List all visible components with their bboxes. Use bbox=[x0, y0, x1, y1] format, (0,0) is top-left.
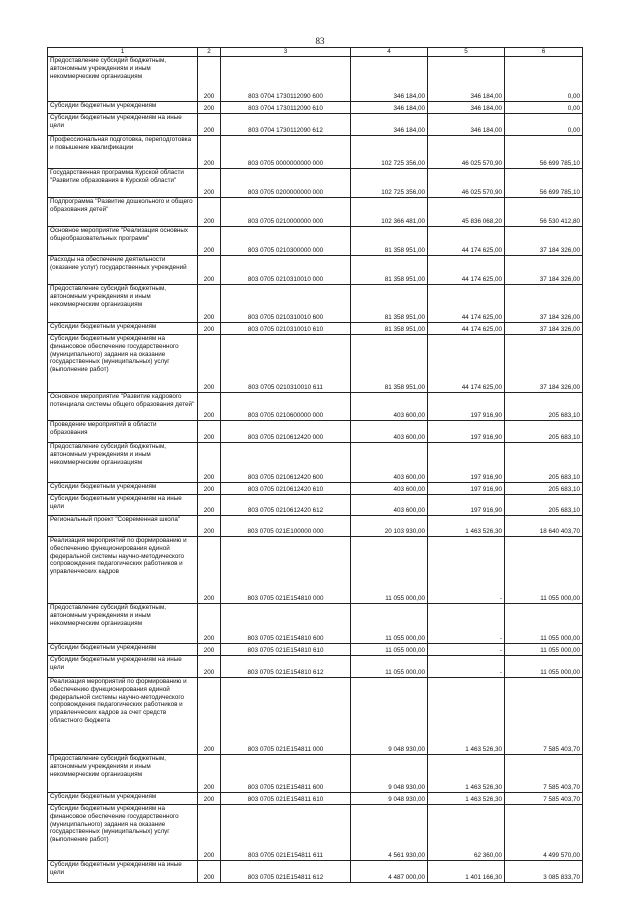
row-name-cell: Предоставление субсидий бюджетным, автономным учреждениям и иным некоммерческим организациям bbox=[48, 754, 198, 792]
row-amount-cell: 4 487 000,00 bbox=[351, 860, 428, 882]
table-row bbox=[48, 754, 583, 792]
table-row bbox=[48, 135, 583, 168]
row-admin-cell: 200 bbox=[198, 420, 221, 442]
row-amount-cell: 346 184,00 bbox=[351, 113, 428, 135]
row-amount-cell: 205 683,10 bbox=[505, 442, 583, 482]
row-amount-cell: 102 725 356,00 bbox=[351, 135, 428, 168]
row-amount-cell: 197 916,90 bbox=[428, 392, 505, 420]
row-name-cell: Предоставление субсидий бюджетным, автономным учреждениям и иным некоммерческим организациям bbox=[48, 442, 198, 482]
row-name-cell: Субсидии бюджетным учреждениям на финансовое обеспечение государственного (муниципального) задания на оказание государственных (муниципальных) услуг (выполнение работ) bbox=[48, 334, 198, 392]
row-name-cell: Проведение мероприятий в области образования bbox=[48, 420, 198, 442]
table-row bbox=[48, 536, 583, 603]
table-row bbox=[48, 56, 583, 101]
row-code-cell: 803 0704 1730112090 600 bbox=[221, 56, 351, 101]
table-row bbox=[48, 603, 583, 643]
table-row bbox=[48, 255, 583, 284]
row-amount-cell: 403 600,00 bbox=[351, 442, 428, 482]
row-name-cell: Субсидии бюджетным учреждениям на иные цели bbox=[48, 494, 198, 515]
row-admin-cell: 200 bbox=[198, 754, 221, 792]
row-amount-cell: 37 184 326,00 bbox=[505, 226, 583, 255]
row-amount-cell: 1 463 526,30 bbox=[428, 515, 505, 536]
row-amount-cell: 1 463 526,30 bbox=[428, 754, 505, 792]
column-header: 2 bbox=[198, 48, 221, 57]
row-name-cell: Основное мероприятие "Реализация основных общеобразовательных программ" bbox=[48, 226, 198, 255]
row-amount-cell: 403 600,00 bbox=[351, 494, 428, 515]
row-name-cell: Предоставление субсидий бюджетным, автономным учреждениям и иным некоммерческим организациям bbox=[48, 284, 198, 322]
row-amount-cell: 20 103 930,00 bbox=[351, 515, 428, 536]
row-code-cell: 803 0705 0200000000 000 bbox=[221, 168, 351, 197]
table-row bbox=[48, 643, 583, 655]
row-code-cell: 803 0705 0210000000 000 bbox=[221, 197, 351, 226]
row-amount-cell: 44 174 625,00 bbox=[428, 226, 505, 255]
row-amount-cell: 56 699 785,10 bbox=[505, 168, 583, 197]
row-amount-cell: 346 184,00 bbox=[351, 101, 428, 113]
row-amount-cell: - bbox=[428, 643, 505, 655]
row-amount-cell: 44 174 625,00 bbox=[428, 255, 505, 284]
row-name-cell: Предоставление субсидий бюджетным, автономным учреждениям и иным некоммерческим организациям bbox=[48, 56, 198, 101]
row-amount-cell: 37 184 326,00 bbox=[505, 284, 583, 322]
row-name-cell: Субсидии бюджетным учреждениям bbox=[48, 482, 198, 494]
row-name-cell: Субсидии бюджетным учреждениям на иные цели bbox=[48, 655, 198, 677]
row-amount-cell: - bbox=[428, 603, 505, 643]
row-amount-cell: 46 025 570,90 bbox=[428, 168, 505, 197]
row-amount-cell: 0,00 bbox=[505, 113, 583, 135]
table-row bbox=[48, 655, 583, 677]
row-amount-cell: 37 184 326,00 bbox=[505, 334, 583, 392]
budget-table bbox=[47, 47, 583, 883]
row-amount-cell: 44 174 625,00 bbox=[428, 322, 505, 334]
row-amount-cell: 1 463 526,30 bbox=[428, 677, 505, 754]
row-code-cell: 803 0705 021E154811 610 bbox=[221, 792, 351, 804]
row-code-cell: 803 0705 021E154811 600 bbox=[221, 754, 351, 792]
row-code-cell: 803 0704 1730112090 610 bbox=[221, 101, 351, 113]
table-row bbox=[48, 322, 583, 334]
row-amount-cell: 197 916,90 bbox=[428, 442, 505, 482]
table-row bbox=[48, 284, 583, 322]
row-amount-cell: 205 683,10 bbox=[505, 494, 583, 515]
row-admin-cell: 200 bbox=[198, 804, 221, 860]
row-code-cell: 803 0705 021E154810 610 bbox=[221, 643, 351, 655]
page-number: 83 bbox=[315, 36, 325, 46]
row-amount-cell: 45 836 068,20 bbox=[428, 197, 505, 226]
row-amount-cell: 18 640 403,70 bbox=[505, 515, 583, 536]
row-name-cell: Субсидии бюджетным учреждениям bbox=[48, 101, 198, 113]
row-amount-cell: 44 174 625,00 bbox=[428, 284, 505, 322]
row-code-cell: 803 0705 0210310010 610 bbox=[221, 322, 351, 334]
column-header: 4 bbox=[351, 48, 428, 57]
row-name-cell: Основное мероприятие "Развитие кадрового потенциала системы общего образования детей" bbox=[48, 392, 198, 420]
row-admin-cell: 200 bbox=[198, 677, 221, 754]
table-row bbox=[48, 197, 583, 226]
row-code-cell: 803 0705 0210612420 600 bbox=[221, 442, 351, 482]
row-amount-cell: 11 055 000,00 bbox=[351, 643, 428, 655]
row-amount-cell: 11 055 000,00 bbox=[505, 536, 583, 603]
column-header: 1 bbox=[48, 48, 198, 57]
row-amount-cell: 403 600,00 bbox=[351, 392, 428, 420]
row-code-cell: 803 0705 0210612420 000 bbox=[221, 420, 351, 442]
row-name-cell: Субсидии бюджетным учреждениям на финансовое обеспечение государственного (муниципального) задания на оказание государственных (муниципальных) услуг (выполнение работ) bbox=[48, 804, 198, 860]
row-code-cell: 803 0705 0210310010 600 bbox=[221, 284, 351, 322]
row-name-cell: Субсидии бюджетным учреждениям на иные цели bbox=[48, 860, 198, 882]
row-name-cell: Субсидии бюджетным учреждениям bbox=[48, 643, 198, 655]
row-amount-cell: 46 025 570,90 bbox=[428, 135, 505, 168]
row-name-cell: Региональный проект "Современная школа" bbox=[48, 515, 198, 536]
row-amount-cell: 7 585 403,70 bbox=[505, 792, 583, 804]
row-amount-cell: 197 916,90 bbox=[428, 494, 505, 515]
row-amount-cell: 1 463 526,30 bbox=[428, 792, 505, 804]
row-amount-cell: 81 358 951,00 bbox=[351, 322, 428, 334]
row-amount-cell: 102 366 481,00 bbox=[351, 197, 428, 226]
row-admin-cell: 200 bbox=[198, 284, 221, 322]
row-amount-cell: 37 184 326,00 bbox=[505, 255, 583, 284]
row-amount-cell: 1 401 166,30 bbox=[428, 860, 505, 882]
row-amount-cell: 3 085 833,70 bbox=[505, 860, 583, 882]
row-code-cell: 803 0705 0210612420 612 bbox=[221, 494, 351, 515]
row-name-cell: Реализация мероприятий по формированию и обеспечению функционирования единой федеральной системы научно-методического сопровождения педагогических работников и управленческих кадров за счет средств областного бюджета bbox=[48, 677, 198, 754]
row-amount-cell: 7 585 403,70 bbox=[505, 677, 583, 754]
row-admin-cell: 200 bbox=[198, 135, 221, 168]
table-row bbox=[48, 482, 583, 494]
row-amount-cell: 81 358 951,00 bbox=[351, 255, 428, 284]
table-row bbox=[48, 677, 583, 754]
row-amount-cell: 197 916,90 bbox=[428, 482, 505, 494]
table-row bbox=[48, 442, 583, 482]
row-admin-cell: 200 bbox=[198, 515, 221, 536]
table-row bbox=[48, 113, 583, 135]
row-code-cell: 803 0705 021E100000 000 bbox=[221, 515, 351, 536]
row-amount-cell: 102 725 356,00 bbox=[351, 168, 428, 197]
row-admin-cell: 200 bbox=[198, 792, 221, 804]
row-admin-cell: 200 bbox=[198, 482, 221, 494]
table-row bbox=[48, 792, 583, 804]
row-name-cell: Субсидии бюджетным учреждениям bbox=[48, 792, 198, 804]
row-amount-cell: 7 585 403,70 bbox=[505, 754, 583, 792]
row-amount-cell: 56 699 785,10 bbox=[505, 135, 583, 168]
row-admin-cell: 200 bbox=[198, 655, 221, 677]
row-amount-cell: 403 600,00 bbox=[351, 482, 428, 494]
row-admin-cell: 200 bbox=[198, 536, 221, 603]
row-amount-cell: 205 683,10 bbox=[505, 482, 583, 494]
row-amount-cell: 11 055 000,00 bbox=[351, 603, 428, 643]
table-row bbox=[48, 168, 583, 197]
row-amount-cell: 81 358 951,00 bbox=[351, 334, 428, 392]
row-name-cell: Профессиональная подготовка, переподготовка и повышение квалификации bbox=[48, 135, 198, 168]
row-code-cell: 803 0705 021E154811 612 bbox=[221, 860, 351, 882]
column-header: 5 bbox=[428, 48, 505, 57]
table-row bbox=[48, 420, 583, 442]
row-admin-cell: 200 bbox=[198, 226, 221, 255]
row-code-cell: 803 0705 021E154811 611 bbox=[221, 804, 351, 860]
row-code-cell: 803 0705 021E154810 600 bbox=[221, 603, 351, 643]
row-code-cell: 803 0705 021E154810 612 bbox=[221, 655, 351, 677]
row-amount-cell: 11 055 000,00 bbox=[505, 655, 583, 677]
row-amount-cell: 4 561 930,00 bbox=[351, 804, 428, 860]
row-admin-cell: 200 bbox=[198, 197, 221, 226]
row-amount-cell: 403 600,00 bbox=[351, 420, 428, 442]
row-code-cell: 803 0705 0210310010 611 bbox=[221, 334, 351, 392]
row-admin-cell: 200 bbox=[198, 334, 221, 392]
row-amount-cell: - bbox=[428, 655, 505, 677]
row-amount-cell: 9 048 930,00 bbox=[351, 792, 428, 804]
row-amount-cell: 346 184,00 bbox=[351, 56, 428, 101]
row-amount-cell: 62 360,00 bbox=[428, 804, 505, 860]
row-admin-cell: 200 bbox=[198, 860, 221, 882]
row-name-cell: Подпрограмма "Развитие дошкольного и общего образования детей" bbox=[48, 197, 198, 226]
row-amount-cell: 0,00 bbox=[505, 56, 583, 101]
row-amount-cell: 9 048 930,00 bbox=[351, 677, 428, 754]
row-amount-cell: 346 184,00 bbox=[428, 113, 505, 135]
table-row bbox=[48, 101, 583, 113]
row-name-cell: Реализация мероприятий по формированию и обеспечению функционирования единой федеральной системы научно-методического сопровождения педагогических работников и управленческих кадров bbox=[48, 536, 198, 603]
table-row bbox=[48, 494, 583, 515]
row-amount-cell: - bbox=[428, 536, 505, 603]
column-header: 6 bbox=[505, 48, 583, 57]
row-name-cell: Расходы на обеспечение деятельности (оказание услуг) государственных учреждений bbox=[48, 255, 198, 284]
row-admin-cell: 200 bbox=[198, 494, 221, 515]
row-amount-cell: 44 174 625,00 bbox=[428, 334, 505, 392]
row-name-cell: Субсидии бюджетным учреждениям bbox=[48, 322, 198, 334]
row-amount-cell: 205 683,10 bbox=[505, 392, 583, 420]
row-admin-cell: 200 bbox=[198, 168, 221, 197]
row-admin-cell: 200 bbox=[198, 113, 221, 135]
row-amount-cell: 205 683,10 bbox=[505, 420, 583, 442]
table-body bbox=[48, 56, 583, 882]
table-row bbox=[48, 804, 583, 860]
row-amount-cell: 11 055 000,00 bbox=[505, 603, 583, 643]
row-amount-cell: 346 184,00 bbox=[428, 56, 505, 101]
row-amount-cell: 81 358 951,00 bbox=[351, 284, 428, 322]
row-code-cell: 803 0705 0000000000 000 bbox=[221, 135, 351, 168]
row-admin-cell: 200 bbox=[198, 392, 221, 420]
row-code-cell: 803 0705 021E154811 000 bbox=[221, 677, 351, 754]
row-amount-cell: 346 184,00 bbox=[428, 101, 505, 113]
row-amount-cell: 11 055 000,00 bbox=[351, 655, 428, 677]
row-admin-cell: 200 bbox=[198, 442, 221, 482]
row-code-cell: 803 0705 0210600000 000 bbox=[221, 392, 351, 420]
row-name-cell: Субсидии бюджетным учреждениям на иные цели bbox=[48, 113, 198, 135]
row-code-cell: 803 0704 1730112090 612 bbox=[221, 113, 351, 135]
row-name-cell: Предоставление субсидий бюджетным, автономным учреждениям и иным некоммерческим организациям bbox=[48, 603, 198, 643]
row-amount-cell: 81 358 951,00 bbox=[351, 226, 428, 255]
table-row bbox=[48, 860, 583, 882]
row-code-cell: 803 0705 0210612420 610 bbox=[221, 482, 351, 494]
table-row bbox=[48, 515, 583, 536]
row-code-cell: 803 0705 0210300000 000 bbox=[221, 226, 351, 255]
row-code-cell: 803 0705 021E154810 000 bbox=[221, 536, 351, 603]
table-row bbox=[48, 392, 583, 420]
row-amount-cell: 56 530 412,80 bbox=[505, 197, 583, 226]
row-amount-cell: 0,00 bbox=[505, 101, 583, 113]
row-amount-cell: 11 055 000,00 bbox=[505, 643, 583, 655]
row-admin-cell: 200 bbox=[198, 56, 221, 101]
row-amount-cell: 11 055 000,00 bbox=[351, 536, 428, 603]
row-admin-cell: 200 bbox=[198, 101, 221, 113]
row-amount-cell: 4 499 570,00 bbox=[505, 804, 583, 860]
row-amount-cell: 9 048 930,00 bbox=[351, 754, 428, 792]
row-admin-cell: 200 bbox=[198, 643, 221, 655]
row-name-cell: Государственная программа Курской области "Развитие образования в Курской области" bbox=[48, 168, 198, 197]
table-row bbox=[48, 226, 583, 255]
row-amount-cell: 197 916,90 bbox=[428, 420, 505, 442]
table-row bbox=[48, 334, 583, 392]
row-admin-cell: 200 bbox=[198, 255, 221, 284]
row-amount-cell: 37 184 326,00 bbox=[505, 322, 583, 334]
row-admin-cell: 200 bbox=[198, 322, 221, 334]
row-code-cell: 803 0705 0210310010 000 bbox=[221, 255, 351, 284]
table-header-row bbox=[48, 48, 583, 57]
column-header: 3 bbox=[221, 48, 351, 57]
row-admin-cell: 200 bbox=[198, 603, 221, 643]
